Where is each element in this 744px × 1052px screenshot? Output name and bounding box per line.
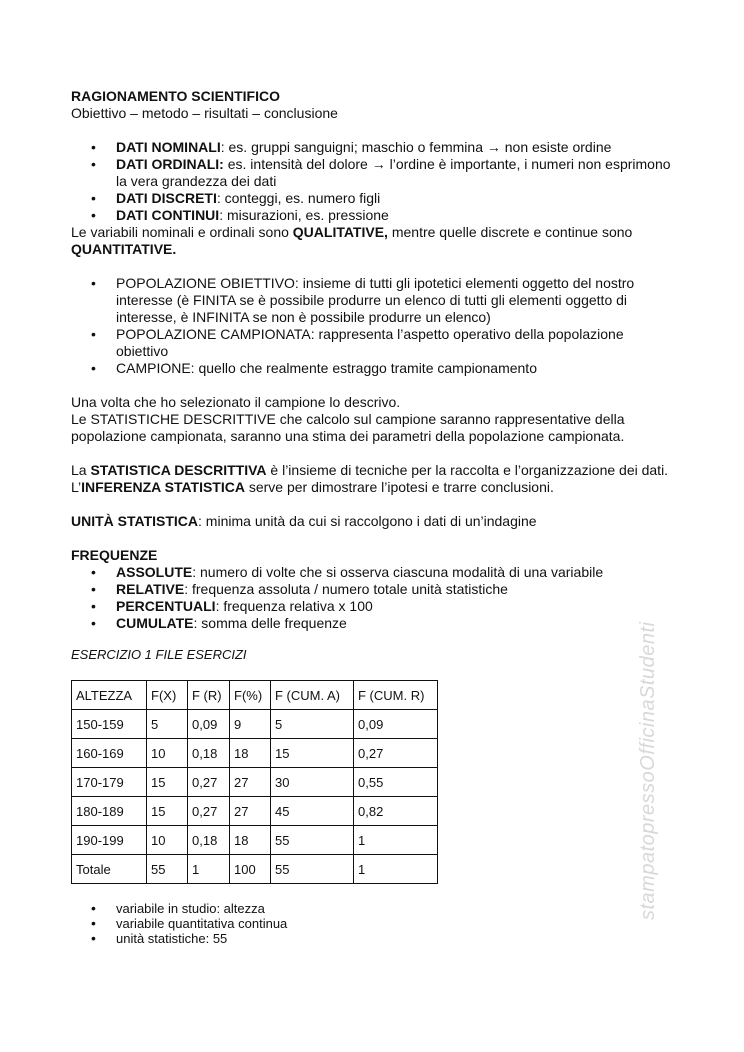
list-item: • unità statistiche: 55 (71, 931, 671, 946)
exercise-title: ESERCIZIO 1 FILE ESERCIZI (71, 647, 247, 662)
watermark: stampatopressoOfficinaStudenti (637, 621, 659, 920)
table-header-cell: F (R) (188, 681, 230, 710)
table-header-cell: F (CUM. A) (271, 681, 354, 710)
frequency-table (71, 680, 438, 884)
table-cell: 5 (147, 710, 188, 739)
table-cell: 100 (230, 855, 271, 884)
table-header-row (72, 681, 438, 710)
table-cell: 0,27 (354, 739, 438, 768)
sample-paragraph-1: Una volta che ho selezionato il campione lo descrivo. (71, 394, 401, 410)
frequencies-list (71, 564, 671, 632)
table-cell: Totale (72, 855, 147, 884)
section-heading: RAGIONAMENTO SCIENTIFICO (71, 88, 280, 104)
table-cell: 55 (147, 855, 188, 884)
table-cell: 55 (271, 826, 354, 855)
sample-paragraph-2: Le STATISTICHE DESCRITTIVE che calcolo sul campione saranno rappresentative della popolazione campionata, saranno una stima dei parametri della popolazione campionata. (71, 411, 625, 444)
table-cell: 15 (147, 768, 188, 797)
list-item: • ASSOLUTE: numero di volte che si osserva ciascuna modalità di una variabile (71, 564, 671, 581)
qualitative-quantitative-paragraph: Le variabili nominali e ordinali sono QUALITATIVE, mentre quelle discrete e continue sono QUANTITATIVE. (71, 224, 633, 257)
list-item: • CUMULATE: somma delle frequenze (71, 615, 671, 632)
section-subheading: Obiettivo – metodo – risultati – conclusione (71, 105, 338, 121)
table-cell: 18 (230, 739, 271, 768)
table-header-cell: F (CUM. R) (354, 681, 438, 710)
table-cell: 1 (354, 855, 438, 884)
table-total-row (72, 855, 438, 884)
table-cell: 1 (354, 826, 438, 855)
list-item: • POPOLAZIONE OBIETTIVO: insieme di tutti gli ipotetici elementi oggetto del nostro interesse (è FINITA se è possibile produrre un elenco di tutti gli elementi oggetto di interesse, è INFINITA se non è possibile produrre un elenco) (71, 275, 671, 326)
list-item: • DATI CONTINUI: misurazioni, es. pressione (71, 207, 671, 224)
table-cell: 55 (271, 855, 354, 884)
list-item: • DATI DISCRETI: conteggi, es. numero figli (71, 190, 671, 207)
list-item: • variabile in studio: altezza (71, 901, 671, 916)
population-list (71, 275, 671, 377)
table-cell: 10 (147, 739, 188, 768)
table-cell: 160-169 (72, 739, 147, 768)
notes-list (71, 901, 671, 946)
table-cell: 190-199 (72, 826, 147, 855)
table-cell: 0,55 (354, 768, 438, 797)
list-item: • POPOLAZIONE CAMPIONATA: rappresenta l’aspetto operativo della popolazione obiettivo (71, 326, 671, 360)
table-cell: 170-179 (72, 768, 147, 797)
table-cell: 18 (230, 826, 271, 855)
table-cell: 10 (147, 826, 188, 855)
table-cell: 9 (230, 710, 271, 739)
statistical-unit-paragraph: UNITÀ STATISTICA: minima unità da cui si raccolgono i dati di un’indagine (71, 513, 537, 529)
descriptive-statistics-paragraph: La STATISTICA DESCRITTIVA è l’insieme di tecniche per la raccolta e l’organizzazione dei dati. (71, 462, 669, 478)
table-cell: 30 (271, 768, 354, 797)
table-cell: 0,27 (188, 797, 230, 826)
frequencies-heading: FREQUENZE (71, 547, 158, 563)
list-item: • RELATIVE: frequenza assoluta / numero totale unità statistiche (71, 581, 671, 598)
table-row (72, 768, 438, 797)
table-cell: 5 (271, 710, 354, 739)
list-item: • CAMPIONE: quello che realmente estraggo tramite campionamento (71, 360, 671, 377)
table-cell: 27 (230, 797, 271, 826)
table-cell: 180-189 (72, 797, 147, 826)
table-row (72, 710, 438, 739)
table-cell: 15 (271, 739, 354, 768)
table-row (72, 826, 438, 855)
table-cell: 0,18 (188, 739, 230, 768)
list-item: • DATI NOMINALI: es. gruppi sanguigni; maschio o femmina → non esiste ordine (71, 139, 671, 156)
table-row (72, 797, 438, 826)
table-header-cell: F(X) (147, 681, 188, 710)
table-cell: 45 (271, 797, 354, 826)
table-header-cell: F(%) (230, 681, 271, 710)
table-cell: 0,18 (188, 826, 230, 855)
inferential-statistics-paragraph: L’INFERENZA STATISTICA serve per dimostrare l’ipotesi e trarre conclusioni. (71, 479, 554, 495)
table-row (72, 739, 438, 768)
table-cell: 15 (147, 797, 188, 826)
data-types-list (71, 139, 671, 224)
table-cell: 27 (230, 768, 271, 797)
list-item: • PERCENTUALI: frequenza relativa x 100 (71, 598, 671, 615)
table-cell: 0,82 (354, 797, 438, 826)
table-cell: 0,09 (188, 710, 230, 739)
table-header-cell: ALTEZZA (72, 681, 147, 710)
document-page (71, 88, 671, 946)
list-item: • variabile quantitativa continua (71, 916, 671, 931)
table-cell: 0,09 (354, 710, 438, 739)
list-item: • DATI ORDINALI: es. intensità del dolore → l’ordine è importante, i numeri non esprimono la vera grandezza dei dati (71, 156, 671, 190)
table-cell: 1 (188, 855, 230, 884)
table-cell: 0,27 (188, 768, 230, 797)
table-cell: 150-159 (72, 710, 147, 739)
